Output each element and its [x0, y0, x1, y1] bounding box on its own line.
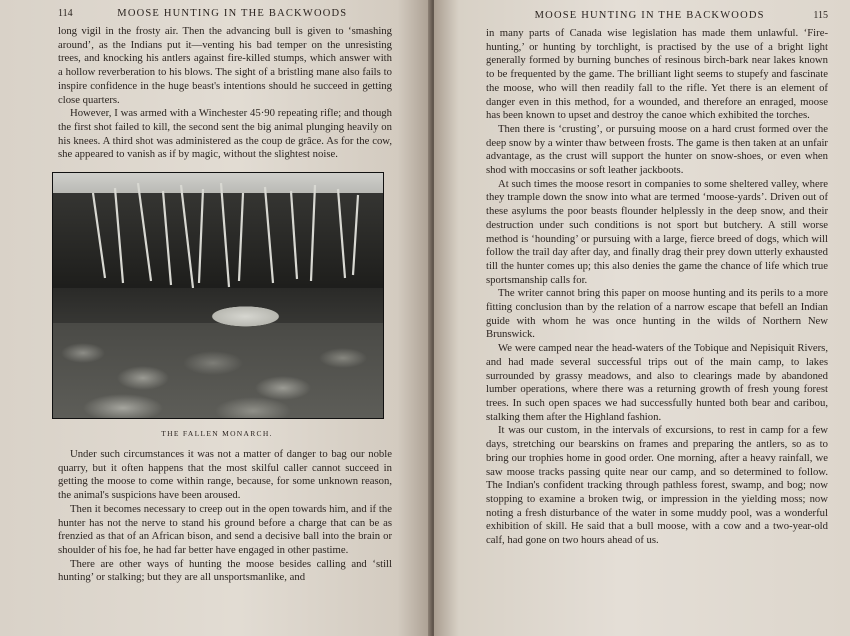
left-paragraph: long vigil in the frosty air. Then the advancing bull is given to ‘smashing around’, as the Indians put it—venting his bad temper on the unresisting trees, and knocking his antlers against fire-killed stumps, which answer with a hollow reverberation to his blows. The sight of a bristling mane also fails to inspire confidence in the huge beast's intentions should he succeed in getting close quarters.: [58, 25, 392, 106]
right-paragraph: We were camped near the head-waters of the Tobique and Nepisiquit Rivers, and had made several successful trips out of the main camp, to lakes surrounded by grassy meadows, and also to clearings made by abandoned lumber operations, where there was a returning growth of fresh young forest trees. In such open spaces we had successfully hunted both bear and caribou, stalking them after the Highland fashion.: [486, 342, 828, 423]
left-running-title: MOOSE HUNTING IN THE BACKWOODS: [117, 8, 348, 19]
right-paragraph: It was our custom, in the intervals of excursions, to rest in camp for a few days, stretching our bearskins on frames and preparing the antlers, so as to bring our trophies home in good order. One morning, after a heavy rainfall, we saw moose tracks passing quite near our camp, and so determined to follow. The Indian's confident tracking through pathless forest, swamp, and bog; now stopping to examine a broken twig, or impression in the yielding moss; now noting a fresh disturbance of the water in some muddy pool, was a wonderful exhibition of skill. He said that a bull moose, with a cow and a two-year-old calf, had gone on two hours ahead of us.: [486, 424, 828, 547]
right-paragraph: in many parts of Canada wise legislation has made them unlawful. ‘Fire-hunting,’ or hunting by torchlight, is practised by the use of a bright light generally formed by burning bunches of resinous birch-bark near lakes known to be frequented by the game. The brilliant light seems to stupefy and fascinate the moose, who will then readily fall to the rifle. Yet there is an element of danger even in this method, for a wounded, and therefore an enraged, moose has been known to upset and destroy the canoe which exhibited the torches.: [486, 27, 828, 122]
right-running-head: [486, 10, 828, 21]
left-paragraph: Then it becomes necessary to creep out in the open towards him, and if the hunter has not the nerve to stand his ground before a charge that can be as frenzied as that of an African bison, and send a decisive ball into the brain or shoulder of his foe, he had far better have engaged in other pastime.: [58, 502, 392, 556]
right-paragraph: At such times the moose resort in companies to some sheltered valley, where they trample down the snow into what are termed ‘moose-yards’. Driven out of these asylums the poor beasts flounder helplessly in the deep snow, and their destruction under such conditions is not sport but butchery. A still worse method is ‘hounding’ or pursuing with a large, fierce breed of dogs, which will follow the trail day after day, and finally drag their prey down utterly exhausted till the hunter comes up; this also denies the game the chance of life which true sportsmanship calls for.: [486, 177, 828, 286]
figure: [52, 172, 382, 438]
figure-caption: THE FALLEN MONARCH.: [161, 429, 273, 439]
left-paragraph: Under such circumstances it was not a matter of danger to bag our noble quarry, but it often happens that the most skilful caller cannot succeed in getting the moose to come within range, because, for some unknown reason, the animal's suspicions have been aroused.: [58, 448, 392, 502]
right-paragraph: The writer cannot bring this paper on moose hunting and its perils to a more fitting conclusion than by the relation of a narrow escape that befell an Indian guide with whom he was once hunting in the wilds of Northern New Brunswick.: [486, 287, 828, 341]
right-page-number: 115: [813, 10, 828, 21]
moose-figure: [198, 301, 293, 329]
photograph-fallen-moose: [52, 172, 384, 419]
left-running-head: [58, 8, 392, 19]
left-paragraph: However, I was armed with a Winchester 45·90 repeating rifle; and though the first shot failed to kill, the second sent the big animal plunging heavily on his knees. A third shot was administered as the coup de grâce. As for the cow, she appeared to vanish as if by magic, without the slightest noise.: [58, 107, 392, 161]
left-page-number: 114: [58, 8, 73, 19]
left-paragraph: There are other ways of hunting the moose besides calling and ‘still hunting’ or stalking; but they are all unsportsmanlike, and: [58, 557, 392, 584]
right-running-title: MOOSE HUNTING IN THE BACKWOODS: [534, 10, 765, 21]
right-paragraph: Then there is ‘crusting’, or pursuing moose on a hard crust formed over the deep snow by a winter thaw between frosts. The game is then taken at an unfair advantage, as the crust will support the hunter on snow-shoes, or even when shod with moccasins or soft leather jackboots.: [486, 122, 828, 177]
right-page: [434, 0, 850, 636]
